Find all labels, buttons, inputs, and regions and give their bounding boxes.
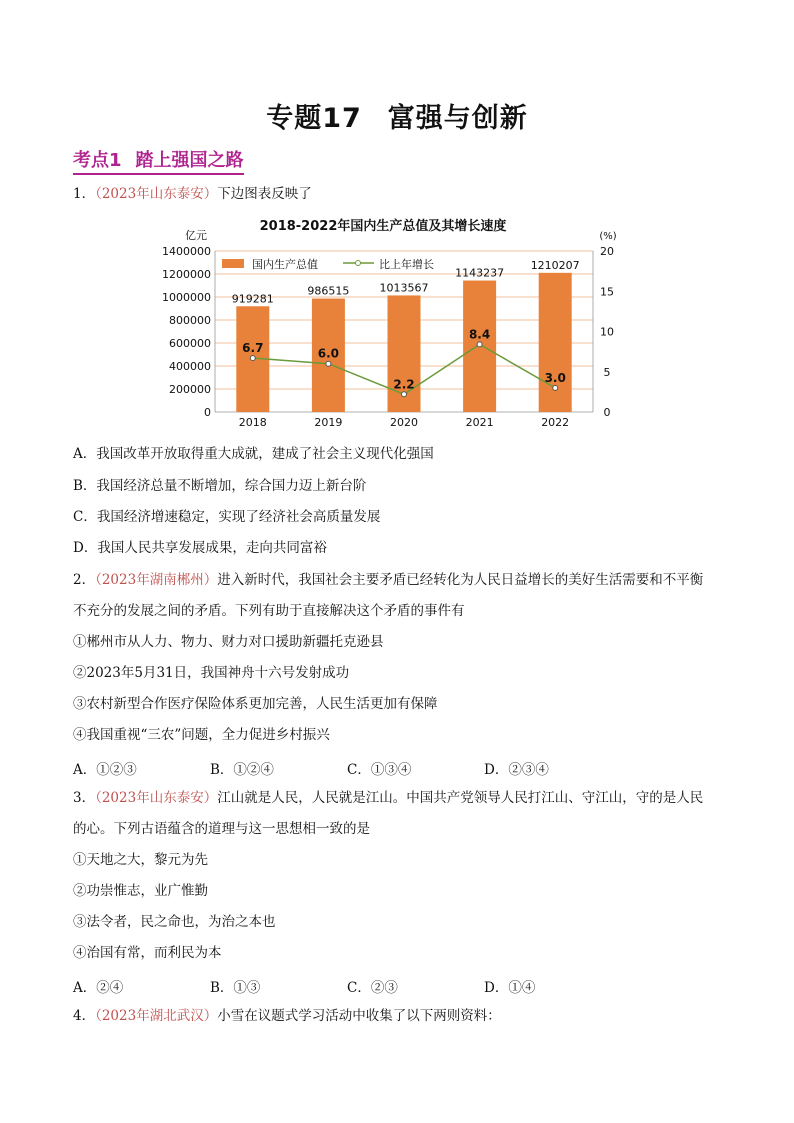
left-axis-tick-label: 800000 bbox=[169, 314, 211, 327]
gdp-chart bbox=[162, 208, 638, 433]
growth-label: 6.7 bbox=[242, 341, 264, 356]
q1-option-d: D．我国人民共享发展成果，走向共同富裕 bbox=[73, 540, 327, 556]
q3-item-3: ③法令者，民之命也，为治之本也 bbox=[73, 914, 276, 930]
q3-item-1: ①天地之大，黎元为先 bbox=[73, 852, 208, 868]
question-4-stem: 4．（2023年湖北武汉）小雪在议题式学习活动中收集了以下两则资料： bbox=[73, 1008, 501, 1024]
q3-option-d: D．①④ bbox=[484, 980, 536, 996]
page-title: 专题17 富强与创新 bbox=[266, 103, 528, 134]
growth-label: 6.0 bbox=[317, 346, 340, 361]
right-axis-tick-label: 0 bbox=[603, 406, 611, 419]
growth-point bbox=[477, 342, 482, 347]
x-axis-tick-label: 2020 bbox=[390, 416, 418, 429]
question-2-stem: 2．（2023年湖南郴州）进入新时代，我国社会主要矛盾已经转化为人民日益增长的美好生活需要和不平衡 bbox=[73, 572, 704, 588]
x-axis-tick-label: 2019 bbox=[314, 416, 343, 429]
q2-item-3: ③农村新型合作医疗保险体系更加完善，人民生活更加有保障 bbox=[73, 696, 438, 712]
q3-option-c: C．②③ bbox=[347, 980, 398, 996]
q2-option-d: D．②③④ bbox=[484, 762, 549, 778]
right-axis-tick-label: 20 bbox=[600, 245, 614, 258]
gdp-bar-label: 1013567 bbox=[379, 281, 429, 295]
gdp-bar-label: 1143237 bbox=[455, 266, 505, 280]
question-3-stem: 3．（2023年山东泰安）江山就是人民，人民就是江山。中国共产党领导人民打江山、守江山，守的是人民 bbox=[73, 790, 704, 806]
x-axis-tick-label: 2022 bbox=[541, 416, 570, 429]
q2-options bbox=[73, 758, 621, 778]
growth-label: 2.2 bbox=[393, 377, 415, 392]
chart-title: 2018-2022年国内生产总值及其增长速度 bbox=[259, 219, 507, 234]
section-heading: 考点1 踏上强国之路 bbox=[73, 146, 244, 175]
growth-label: 8.4 bbox=[468, 327, 491, 342]
q3-options bbox=[73, 976, 621, 996]
left-axis-tick-label: 1000000 bbox=[162, 291, 211, 304]
right-axis-tick-label: 15 bbox=[600, 285, 614, 299]
question-1-stem: 1．（2023年山东泰安）下边图表反映了 bbox=[73, 186, 312, 202]
growth-point bbox=[553, 385, 558, 390]
right-axis-tick-label: 10 bbox=[600, 325, 614, 339]
q1-option-b: B．我国经济总量不断增加，综合国力迈上新台阶 bbox=[73, 478, 367, 494]
legend-bar-swatch bbox=[222, 259, 244, 268]
q2-option-a: A．①②③ bbox=[73, 762, 137, 778]
gdp-bar-label: 919281 bbox=[231, 292, 274, 306]
x-axis-tick-label: 2021 bbox=[465, 416, 494, 429]
left-axis-tick-label: 400000 bbox=[169, 360, 211, 373]
question-3-stem-cont: 的心。下列古语蕴含的道理与这一思想相一致的是 bbox=[73, 821, 370, 837]
q1-option-a: A．我国改革开放取得重大成就，建成了社会主义现代化强国 bbox=[73, 446, 434, 462]
left-axis-tick-label: 200000 bbox=[169, 383, 211, 396]
growth-point bbox=[326, 361, 331, 366]
legend-line-label: 比上年增长 bbox=[379, 258, 434, 271]
q1-option-c: C．我国经济增速稳定，实现了经济社会高质量发展 bbox=[73, 509, 381, 525]
q2-item-1: ①郴州市从人力、物力、财力对口援助新疆托克逊县 bbox=[73, 634, 384, 650]
left-axis-tick-label: 0 bbox=[204, 406, 211, 419]
left-unit-label: 亿元 bbox=[185, 229, 207, 242]
left-axis-tick-label: 1200000 bbox=[162, 268, 211, 281]
q2-option-b: B．①②④ bbox=[210, 762, 274, 778]
legend-bar-label: 国内生产总值 bbox=[252, 258, 318, 271]
question-2-stem-cont: 不充分的发展之间的矛盾。下列有助于直接解决这个矛盾的事件有 bbox=[73, 603, 465, 619]
gdp-bar-label: 1210207 bbox=[530, 258, 580, 272]
q2-option-c: C．①③④ bbox=[347, 762, 412, 778]
growth-label: 3.0 bbox=[544, 370, 566, 385]
q2-item-2: ②2023年5月31日，我国神舟十六号发射成功 bbox=[73, 665, 350, 681]
right-axis-tick-label: 5 bbox=[603, 365, 611, 379]
q3-item-2: ②功崇惟志，业广惟勤 bbox=[73, 883, 208, 899]
gdp-bar-label: 986515 bbox=[307, 284, 350, 298]
right-unit-label: (%) bbox=[599, 231, 617, 242]
gdp-bar bbox=[539, 273, 572, 412]
q2-item-4: ④我国重视“三农”问题，全力促进乡村振兴 bbox=[73, 727, 330, 743]
q3-option-a: A．②④ bbox=[73, 980, 124, 996]
left-axis-tick-label: 600000 bbox=[169, 337, 211, 350]
left-axis-tick-label: 1400000 bbox=[162, 245, 211, 258]
chart-legend bbox=[222, 257, 434, 271]
legend-line-marker bbox=[356, 261, 361, 266]
q3-item-4: ④治国有常，而利民为本 bbox=[73, 945, 222, 961]
growth-point bbox=[402, 392, 407, 397]
growth-point bbox=[250, 356, 255, 361]
q3-option-b: B．①③ bbox=[210, 980, 261, 996]
x-axis-tick-label: 2018 bbox=[238, 416, 267, 429]
